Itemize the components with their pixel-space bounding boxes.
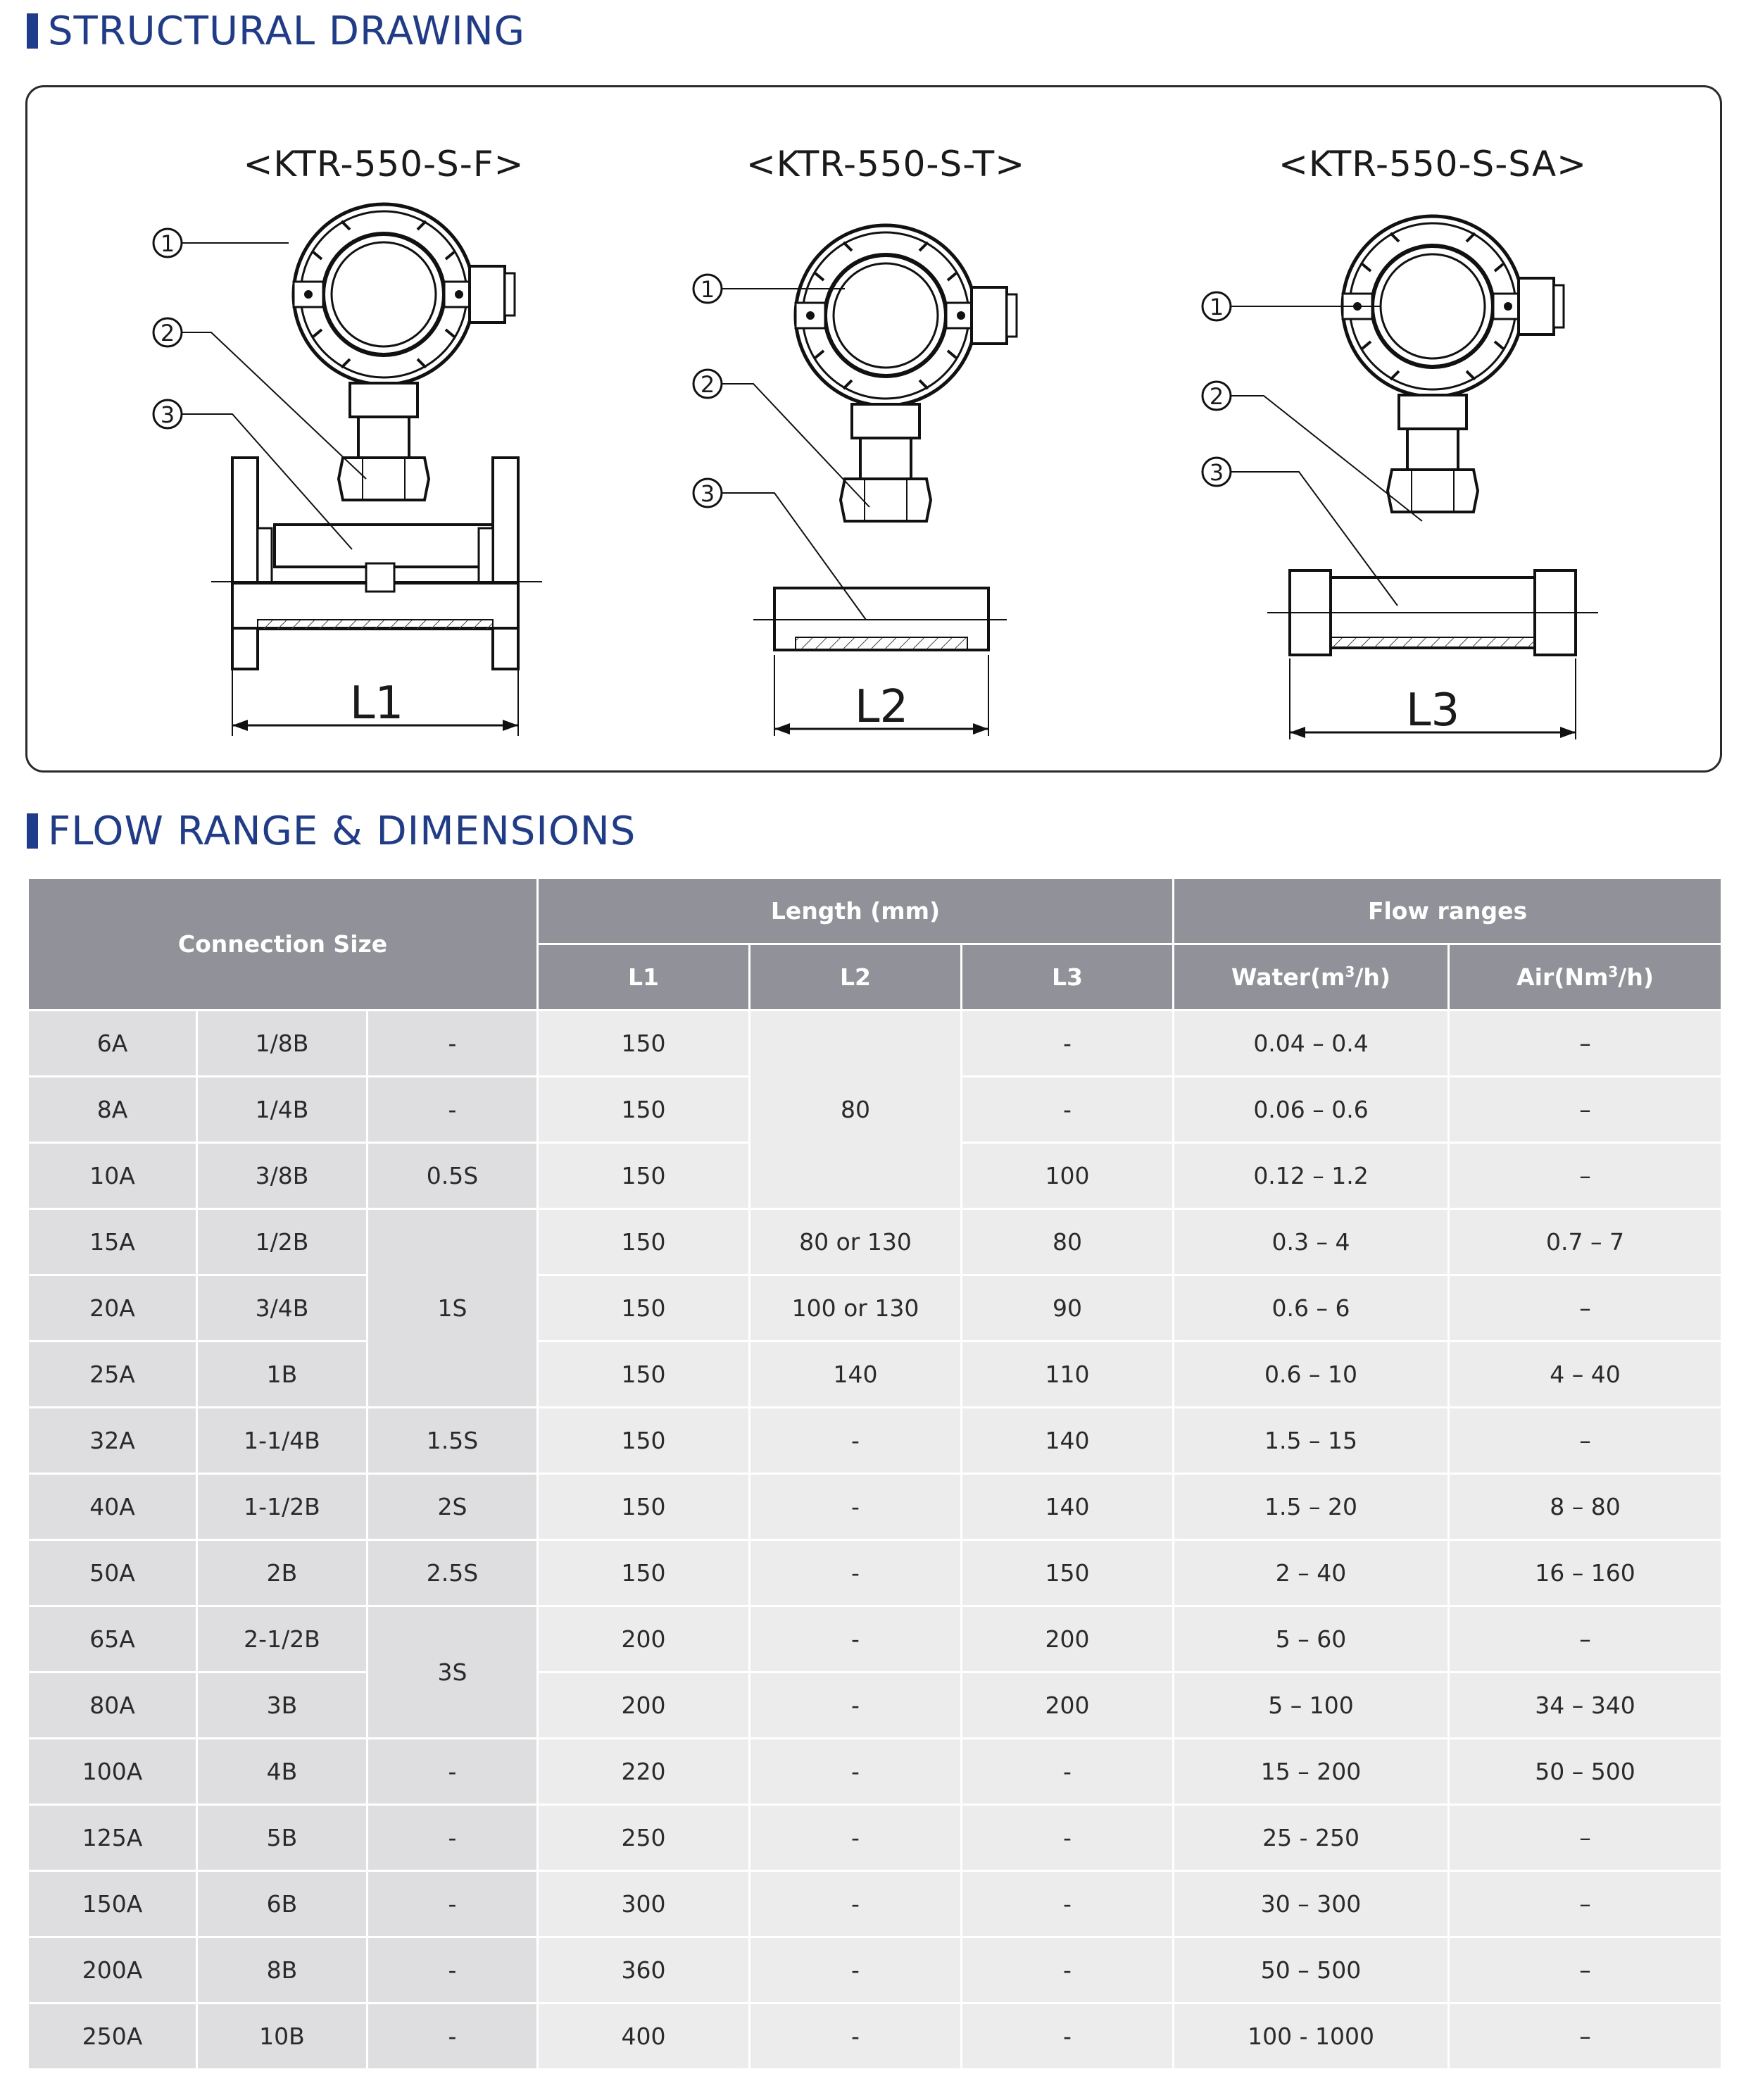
header-l2: L2 [750, 944, 962, 1011]
cell-size-s: 0.5S [368, 1143, 538, 1209]
cell-size-a: 10A [28, 1143, 197, 1209]
cell-size-s: 1S [368, 1209, 538, 1408]
cell-water: 5 – 60 [1174, 1606, 1449, 1673]
cell-l2: - [750, 2004, 962, 2070]
cell-size-b: 2B [197, 1540, 368, 1606]
cell-size-a: 200A [28, 1937, 197, 2004]
table-row [28, 1673, 1722, 1739]
cell-l3: 200 [962, 1606, 1174, 1673]
cell-size-a: 20A [28, 1275, 197, 1342]
cell-size-a: 125A [28, 1805, 197, 1871]
cell-size-s: 3S [368, 1606, 538, 1739]
cell-size-s: 1.5S [368, 1408, 538, 1474]
cell-air: – [1449, 1275, 1722, 1342]
model-label-t: <KTR-550-S-T> [746, 144, 1026, 185]
svg-text:2: 2 [1209, 383, 1224, 410]
cell-air: – [1449, 1143, 1722, 1209]
section-title-text: STRUCTURAL DRAWING [48, 8, 526, 54]
cell-size-a: 150A [28, 1871, 197, 1937]
table-row [28, 1805, 1722, 1871]
cell-l1: 250 [538, 1805, 750, 1871]
callout-2-f [153, 318, 366, 479]
callout-1-f [153, 229, 289, 257]
table-header-row [28, 878, 1722, 944]
model-label-f: <KTR-550-S-F> [243, 144, 525, 185]
cell-size-s: 2.5S [368, 1540, 538, 1606]
cell-l1: 150 [538, 1011, 750, 1077]
cell-water: 2 – 40 [1174, 1540, 1449, 1606]
cell-size-a: 40A [28, 1474, 197, 1540]
cell-l1: 360 [538, 1937, 750, 2004]
model-label-sa: <KTR-550-S-SA> [1278, 144, 1588, 185]
cell-air: – [1449, 1805, 1722, 1871]
structural-drawing [0, 0, 1746, 782]
cell-size-a: 100A [28, 1739, 197, 1805]
cell-water: 0.06 – 0.6 [1174, 1077, 1449, 1143]
cell-size-b: 1/4B [197, 1077, 368, 1143]
cell-size-a: 6A [28, 1011, 197, 1077]
cell-l3: - [962, 2004, 1174, 2070]
section-title-flow-range [27, 810, 636, 852]
svg-text:3: 3 [160, 401, 175, 428]
cell-l1: 150 [538, 1209, 750, 1275]
cell-l2: - [750, 1474, 962, 1540]
cell-size-b: 5B [197, 1805, 368, 1871]
header-air: Air(Nm$^3$/h) [1449, 944, 1722, 1011]
cell-air: – [1449, 1606, 1722, 1673]
cell-l1: 220 [538, 1739, 750, 1805]
cell-size-b: 1-1/2B [197, 1474, 368, 1540]
drawing-ktr-550-s-t [693, 144, 1025, 736]
cell-l3: 90 [962, 1275, 1174, 1342]
table-row [28, 1011, 1722, 1077]
table-row [28, 1342, 1722, 1408]
cell-l3: - [962, 1739, 1174, 1805]
table-row [28, 1937, 1722, 2004]
cell-l1: 400 [538, 2004, 750, 2070]
cell-l3: 140 [962, 1408, 1174, 1474]
cell-size-a: 50A [28, 1540, 197, 1606]
cell-air: – [1449, 1011, 1722, 1077]
cell-l3: - [962, 1011, 1174, 1077]
cell-l2: - [750, 1739, 962, 1805]
cell-water: 50 – 500 [1174, 1937, 1449, 2004]
table-row [28, 1739, 1722, 1805]
table-row [28, 1408, 1722, 1474]
cell-size-b: 3B [197, 1673, 368, 1739]
cell-l1: 150 [538, 1540, 750, 1606]
cell-air: – [1449, 2004, 1722, 2070]
cell-air: 16 – 160 [1449, 1540, 1722, 1606]
cell-size-b: 6B [197, 1871, 368, 1937]
table-row [28, 1474, 1722, 1540]
cell-air: – [1449, 1077, 1722, 1143]
cell-l1: 150 [538, 1342, 750, 1408]
cell-water: 30 – 300 [1174, 1871, 1449, 1937]
svg-text:1: 1 [160, 230, 175, 257]
table-row [28, 2004, 1722, 2070]
cell-size-b: 2-1/2B [197, 1606, 368, 1673]
cell-size-s: - [368, 1805, 538, 1871]
cell-air: 50 – 500 [1449, 1739, 1722, 1805]
cell-l2: 80 or 130 [750, 1209, 962, 1275]
cell-water: 0.3 – 4 [1174, 1209, 1449, 1275]
cell-size-b: 1-1/4B [197, 1408, 368, 1474]
cell-l2: 100 or 130 [750, 1275, 962, 1342]
cell-l3: - [962, 1937, 1174, 2004]
header-l1: L1 [538, 944, 750, 1011]
cell-size-a: 32A [28, 1408, 197, 1474]
table-row [28, 1275, 1722, 1342]
cell-size-a: 15A [28, 1209, 197, 1275]
cell-l3: 150 [962, 1540, 1174, 1606]
cell-size-b: 3/8B [197, 1143, 368, 1209]
table-row [28, 1871, 1722, 1937]
cell-size-a: 80A [28, 1673, 197, 1739]
cell-air: – [1449, 1871, 1722, 1937]
cell-water: 25 - 250 [1174, 1805, 1449, 1871]
cell-water: 1.5 – 15 [1174, 1408, 1449, 1474]
cell-air: 4 – 40 [1449, 1342, 1722, 1408]
dimension-l1: L1 [349, 677, 404, 730]
cell-size-b: 1/8B [197, 1011, 368, 1077]
cell-water: 0.12 – 1.2 [1174, 1143, 1449, 1209]
cell-water: 100 - 1000 [1174, 2004, 1449, 2070]
dimension-l3: L3 [1405, 685, 1460, 737]
cell-size-s: 2S [368, 1474, 538, 1540]
table-row [28, 1540, 1722, 1606]
svg-text:3: 3 [1209, 459, 1224, 486]
cell-size-b: 1B [197, 1342, 368, 1408]
svg-text:1: 1 [1209, 294, 1224, 320]
cell-l2: - [750, 1673, 962, 1739]
cell-l3: 100 [962, 1143, 1174, 1209]
cell-size-s: - [368, 2004, 538, 2070]
cell-size-b: 3/4B [197, 1275, 368, 1342]
header-l3: L3 [962, 944, 1174, 1011]
cell-l3: 110 [962, 1342, 1174, 1408]
cell-air: – [1449, 1937, 1722, 2004]
cell-l3: 80 [962, 1209, 1174, 1275]
section-title-text: FLOW RANGE & DIMENSIONS [48, 808, 636, 854]
header-length: Length (mm) [538, 878, 1174, 944]
cell-l2: - [750, 1408, 962, 1474]
header-flow-ranges: Flow ranges [1174, 878, 1722, 944]
cell-l1: 150 [538, 1143, 750, 1209]
flow-range-dimensions-table [27, 877, 1723, 2070]
cell-size-b: 10B [197, 2004, 368, 2070]
cell-l2: - [750, 1606, 962, 1673]
cell-l1: 150 [538, 1077, 750, 1143]
cell-water: 0.04 – 0.4 [1174, 1011, 1449, 1077]
dimension-l2: L2 [854, 681, 909, 733]
svg-text:1: 1 [700, 276, 715, 303]
cell-size-b: 4B [197, 1739, 368, 1805]
cell-air: 0.7 – 7 [1449, 1209, 1722, 1275]
cell-l1: 300 [538, 1871, 750, 1937]
cell-water: 1.5 – 20 [1174, 1474, 1449, 1540]
svg-text:2: 2 [700, 371, 715, 398]
cell-size-s: - [368, 1937, 538, 2004]
cell-air: 8 – 80 [1449, 1474, 1722, 1540]
cell-l1: 200 [538, 1606, 750, 1673]
cell-size-a: 25A [28, 1342, 197, 1408]
header-water: $Water(m^3/h)$ [1174, 944, 1449, 1011]
table-row [28, 1606, 1722, 1673]
cell-size-s: - [368, 1871, 538, 1937]
cell-l3: - [962, 1871, 1174, 1937]
cell-size-a: 65A [28, 1606, 197, 1673]
cell-size-a: 8A [28, 1077, 197, 1143]
cell-size-s: - [368, 1739, 538, 1805]
drawing-ktr-550-s-sa [1202, 144, 1598, 739]
cell-l2: - [750, 1805, 962, 1871]
cell-l1: 150 [538, 1474, 750, 1540]
cell-l1: 150 [538, 1275, 750, 1342]
cell-l3: 140 [962, 1474, 1174, 1540]
cell-water: 0.6 – 10 [1174, 1342, 1449, 1408]
cell-l2: - [750, 1871, 962, 1937]
cell-air: – [1449, 1408, 1722, 1474]
cell-water: 15 – 200 [1174, 1739, 1449, 1805]
cell-l1: 150 [538, 1408, 750, 1474]
cell-size-a: 250A [28, 2004, 197, 2070]
cell-size-b: 1/2B [197, 1209, 368, 1275]
cell-size-s: - [368, 1077, 538, 1143]
svg-text:3: 3 [700, 480, 715, 507]
cell-air: 34 – 340 [1449, 1673, 1722, 1739]
cell-water: 5 – 100 [1174, 1673, 1449, 1739]
svg-text:2: 2 [160, 320, 175, 346]
cell-water: 0.6 – 6 [1174, 1275, 1449, 1342]
table-row [28, 1209, 1722, 1275]
cell-l2: - [750, 1937, 962, 2004]
cell-l1: 200 [538, 1673, 750, 1739]
drawing-ktr-550-s-f [153, 144, 542, 736]
cell-size-b: 8B [197, 1937, 368, 2004]
section-marker [27, 813, 38, 849]
cell-l2: 140 [750, 1342, 962, 1408]
header-connection-size: Connection Size [28, 878, 538, 1011]
cell-l3: 200 [962, 1673, 1174, 1739]
cell-l3: - [962, 1077, 1174, 1143]
cell-l3: - [962, 1805, 1174, 1871]
cell-size-s: - [368, 1011, 538, 1077]
cell-l2: - [750, 1540, 962, 1606]
cell-l2: 80 [750, 1011, 962, 1209]
